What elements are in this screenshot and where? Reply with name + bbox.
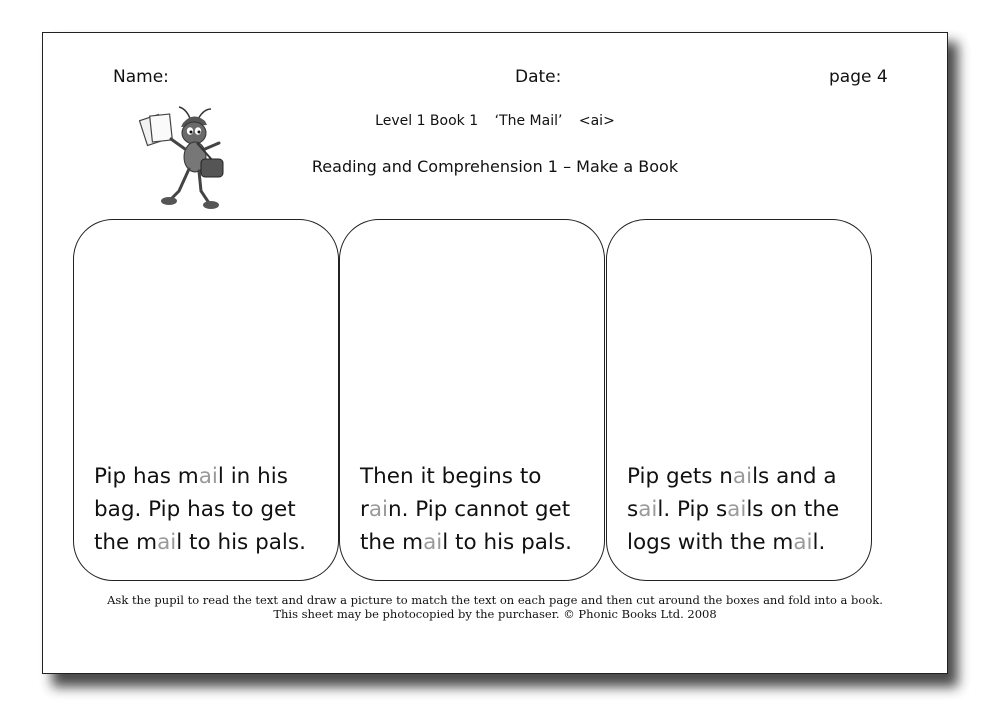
text-segment: r — [360, 497, 369, 522]
text-segment: ls on the — [746, 497, 840, 522]
ant-mailman-icon — [139, 103, 239, 213]
book-page-3 — [606, 219, 872, 581]
text-segment: n. Pip cannot get — [388, 497, 571, 522]
text-segment: ls and a — [752, 464, 837, 489]
worksheet — [42, 32, 948, 674]
book-pages — [73, 219, 873, 583]
page-text — [94, 460, 324, 559]
highlighted-grapheme: ai — [638, 497, 658, 522]
text-segment: s — [627, 497, 639, 522]
copyright-text: This sheet may be photocopied by the purchaser. © Phonic Books Ltd. 2008 — [273, 607, 717, 621]
highlighted-grapheme: ai — [423, 530, 443, 555]
highlighted-grapheme: ai — [368, 497, 388, 522]
highlighted-grapheme: ai — [732, 464, 753, 489]
text-line — [627, 460, 857, 493]
highlighted-grapheme: ai — [793, 530, 813, 555]
text-line — [94, 493, 324, 526]
book-page-1 — [73, 219, 339, 581]
text-segment: l in his — [217, 464, 288, 489]
footer-instructions — [43, 593, 947, 621]
text-segment: the m — [360, 530, 424, 555]
phonics-sound: <ai> — [578, 113, 615, 129]
page-number: page 4 — [829, 67, 888, 87]
text-line — [360, 460, 590, 493]
name-label: Name: — [113, 67, 169, 87]
book-page-2 — [339, 219, 605, 581]
highlighted-grapheme: ai — [727, 497, 747, 522]
text-line — [94, 526, 324, 559]
text-line — [627, 493, 857, 526]
instructions-text: Ask the pupil to read the text and draw a picture to match the text on each page and then cut around the boxes and fold into a book. — [107, 593, 883, 607]
text-segment: l to his pals. — [176, 530, 306, 555]
highlighted-grapheme: ai — [157, 530, 177, 555]
date-label: Date: — [515, 67, 562, 87]
page-heading: Reading and Comprehension 1 – Make a Book — [311, 157, 679, 176]
book-title: ‘The Mail’ — [494, 113, 563, 129]
text-segment: bag. Pip has to get — [94, 497, 296, 522]
text-segment: the m — [94, 530, 158, 555]
text-line — [360, 493, 590, 526]
text-segment: l to his pals. — [442, 530, 572, 555]
level-label: Level 1 Book 1 — [375, 113, 479, 129]
text-line — [94, 460, 324, 493]
text-segment: Pip gets n — [627, 464, 733, 489]
letters-icon — [139, 114, 172, 145]
page-text — [627, 460, 857, 559]
text-segment: l. — [812, 530, 826, 555]
text-segment: l. Pip s — [657, 497, 728, 522]
text-line — [627, 526, 857, 559]
text-line — [360, 526, 590, 559]
text-segment: Pip has m — [94, 464, 199, 489]
highlighted-grapheme: ai — [198, 464, 218, 489]
text-segment: Then it begins to — [360, 464, 542, 489]
text-segment: logs with the m — [627, 530, 794, 555]
page-text — [360, 460, 590, 559]
